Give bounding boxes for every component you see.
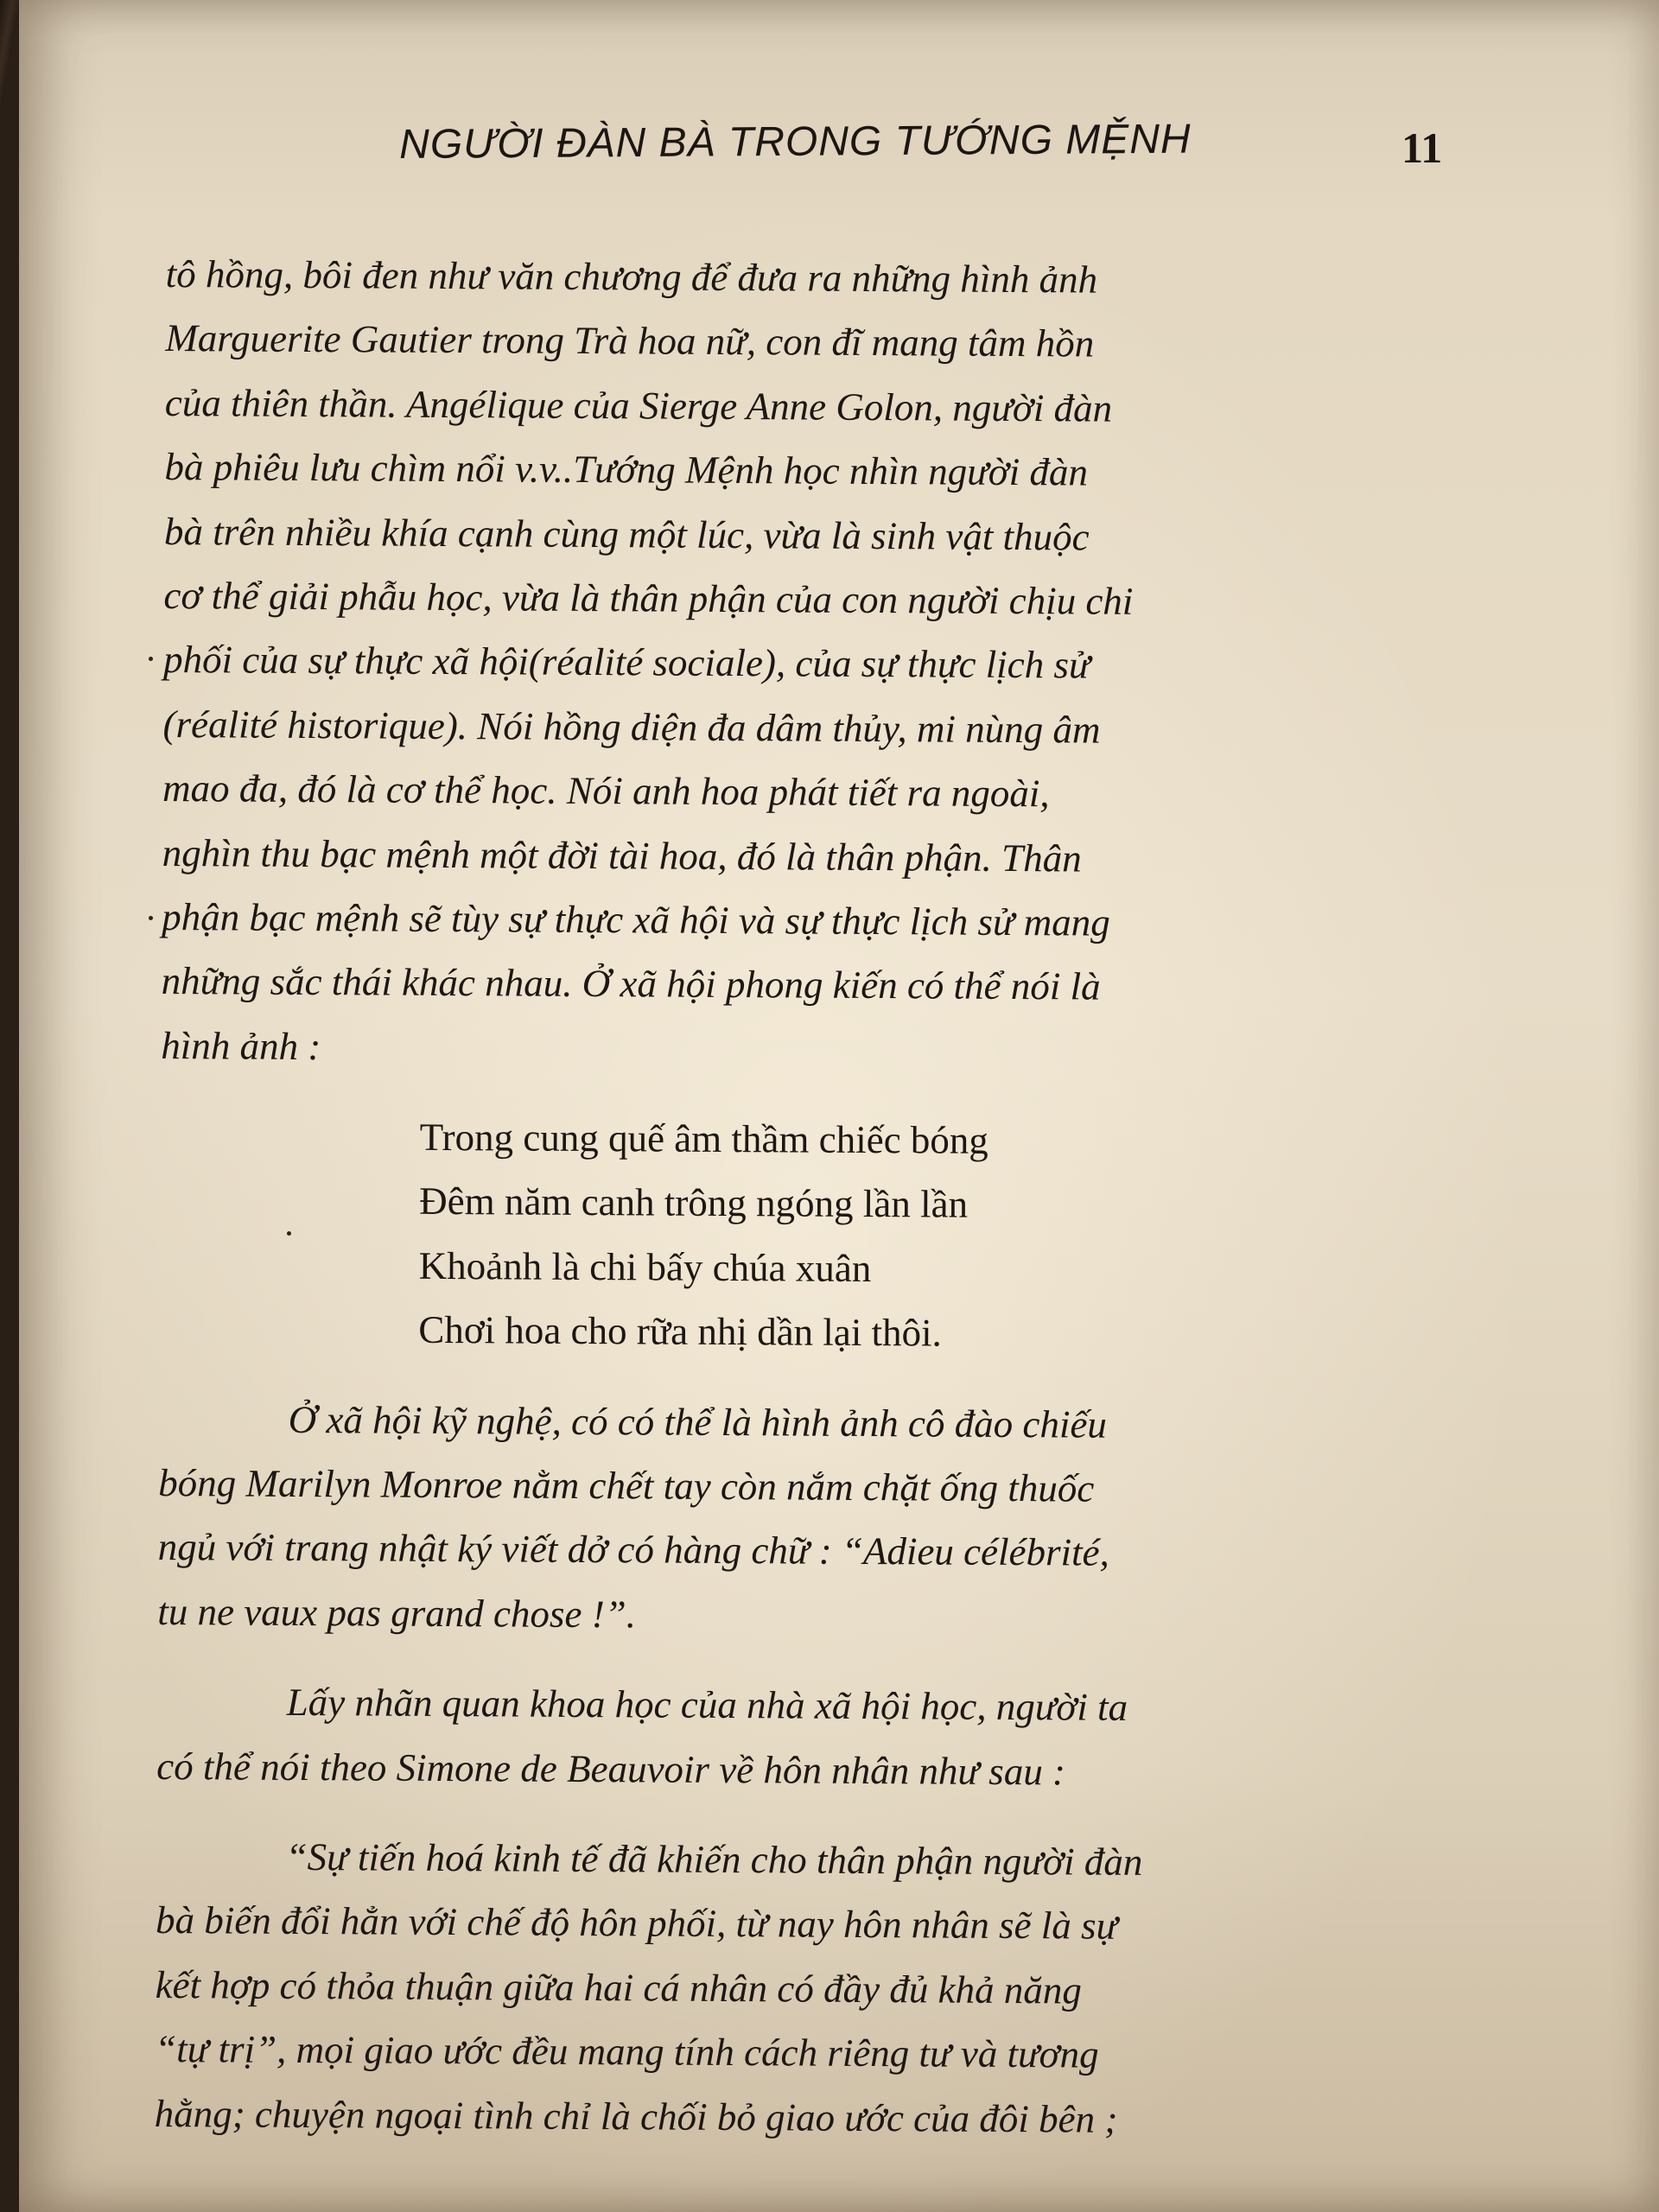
text-line: Ở xã hội kỹ nghệ, có có thể là hình ảnh cô đào chiếu [288, 1397, 1108, 1446]
text-line: hình ảnh : [161, 1023, 321, 1068]
text-line: tu ne vaux pas grand chose !”. [157, 1589, 637, 1637]
text-line: “tự trị”, mọi giao ước đều mang tính cách riêng tư và tương [155, 2027, 1099, 2076]
paragraph-3 [156, 1669, 1436, 1806]
text-line: nghìn thu bạc mệnh một đời tài hoa, đó là thân phận. Thân [162, 830, 1082, 880]
text-line: Lấy nhãn quan khoa học của nhà xã hội học, người ta [286, 1681, 1128, 1730]
text-line: “Sự tiến hoá kinh tế đã khiến cho thân phận người đàn [285, 1834, 1143, 1884]
verse-quote [159, 1103, 1440, 1369]
running-title: NGƯỜI ĐÀN BÀ TRONG TƯỚNG MỆNH [399, 116, 1192, 168]
paragraph-2 [157, 1387, 1438, 1652]
verse-line: Đêm năm canh trông ngóng lần lần [419, 1179, 969, 1227]
verse-line: Khoảnh là chi bấy chúa xuân [418, 1243, 872, 1290]
text-line: của thiên thần. Angélique của Sierge Anne Golon, người đàn [164, 380, 1113, 430]
text-line: có thể nói theo Simone de Beauvoir về hôn nhân như sau : [156, 1744, 1066, 1793]
text-line: bà phiêu lưu chìm nổi v.v..Tướng Mệnh học nhìn người đàn [164, 445, 1089, 494]
text-line: Marguerite Gautier trong Trà hoa nữ, con đĩ mang tâm hồn [165, 316, 1095, 365]
text-line: cơ thể giải phẫu học, vừa là thân phận của con người chịu chi [163, 573, 1134, 623]
book-page [19, 0, 1659, 2212]
text-line: kết hợp có thỏa thuận giữa hai cá nhân có đầy đủ khả năng [155, 1962, 1082, 2012]
text-line: tô hồng, bôi đen như văn chương để đưa ra những hình ảnh [165, 251, 1098, 302]
page-body [155, 242, 1445, 2153]
page-number: 11 [1402, 124, 1443, 172]
text-line: những sắc thái khác nhau. Ở xã hội phong kiến có thể nói là [161, 959, 1101, 1008]
text-line: bà biến đổi hẳn với chế độ hôn phối, từ nay hôn nhân sẽ là sự [155, 1898, 1118, 1948]
ink-speck [149, 657, 153, 661]
text-line: bà trên nhiều khía cạnh cùng một lúc, vừa là sinh vật thuộc [163, 509, 1090, 559]
text-line: hằng; chuyện ngoại tình chỉ là chối bỏ giao ước của đôi bên ; [154, 2091, 1118, 2141]
text-line: ngủ với trang nhật ký viết dở có hàng chữ : “Adieu célébrité, [157, 1525, 1109, 1575]
text-line: mao đa, đó là cơ thể học. Nói anh hoa phát tiết ra ngoài, [162, 766, 1050, 816]
text-line: (réalité historique). Nói hồng diện đa dâm thủy, mi nùng âm [162, 702, 1101, 752]
verse-line: Chơi hoa cho rữa nhị dần lại thôi. [418, 1308, 943, 1355]
text-line: bóng Marilyn Monroe nằm chết tay còn nắm chặt ống thuốc [158, 1461, 1095, 1510]
ink-speck [287, 1231, 291, 1236]
paragraph-1 [161, 242, 1445, 1085]
ink-speck [149, 916, 153, 920]
verse-line: Trong cung quế âm thầm chiếc bóng [419, 1115, 989, 1162]
text-line: phối của sự thực xã hội(réalité sociale), của sự thực lịch sử [162, 638, 1090, 687]
text-line: phận bạc mệnh sẽ tùy sự thực xã hội và sự thực lịch sử mang [162, 894, 1110, 944]
paragraph-4 [155, 1824, 1435, 2153]
